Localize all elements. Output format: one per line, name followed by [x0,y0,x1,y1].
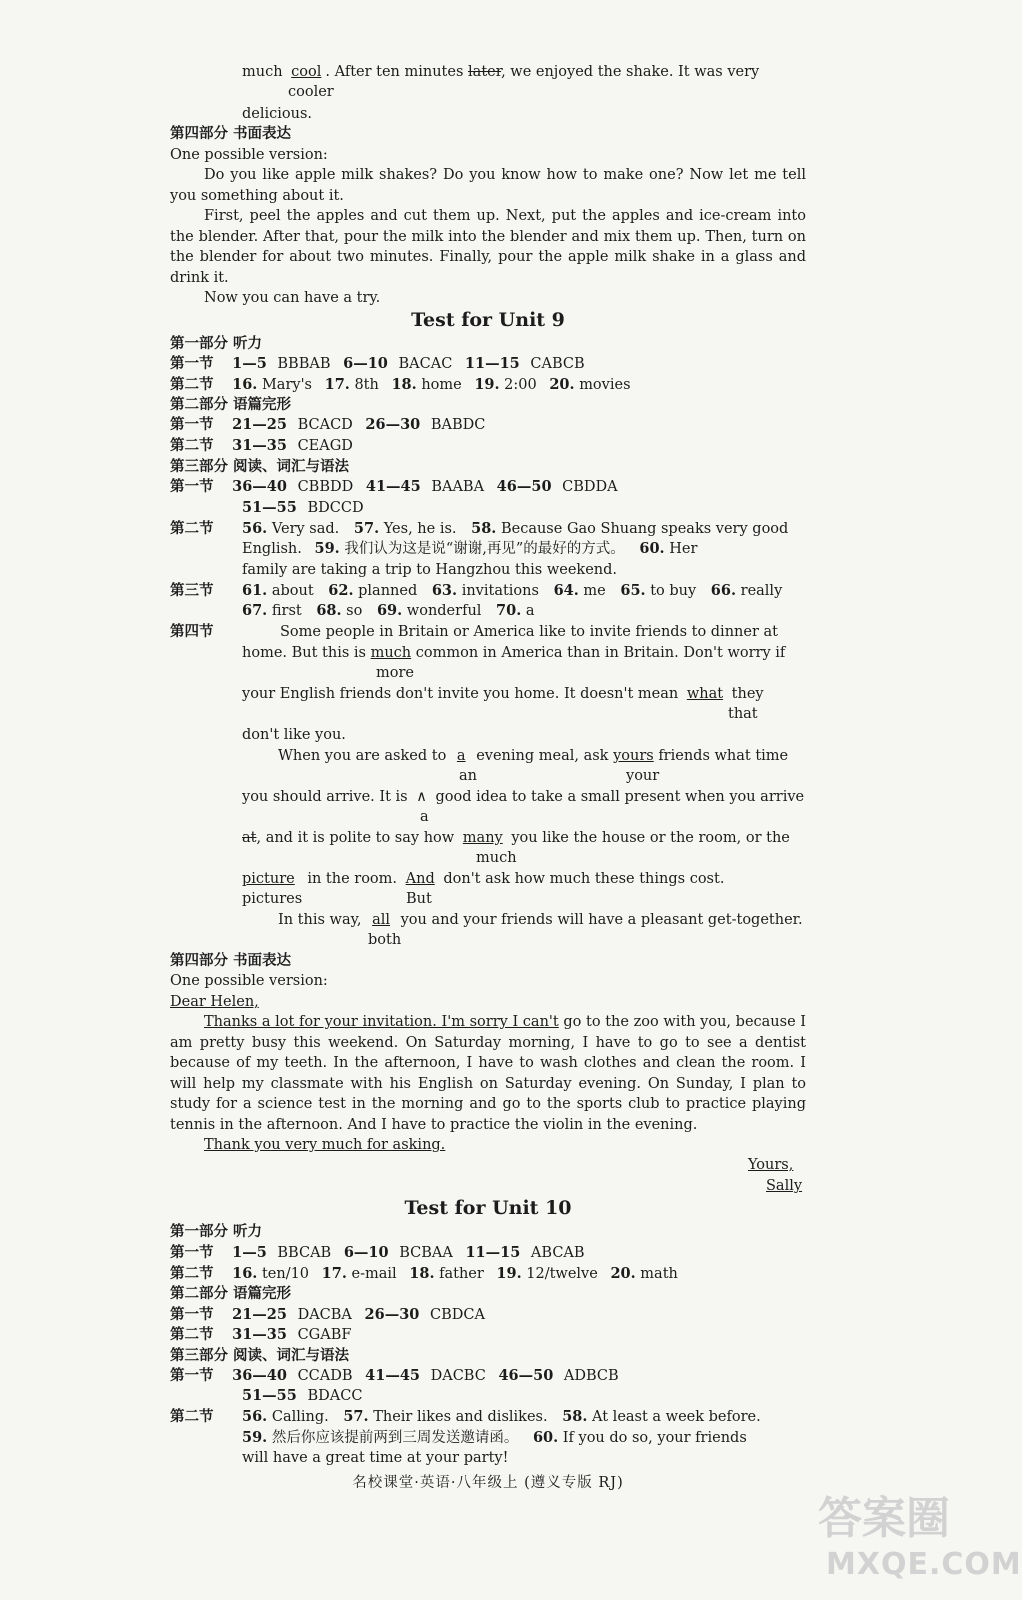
u10-part2-sec2: 第二节 31—35 CGABF [170,1326,352,1343]
u9-part3-sec1-row2: 51—55 BDCCD [242,499,364,516]
u9-correction-line-9: In this way, all you and your friends will have a pleasant get-together. [278,912,803,928]
u9-correction-line-4: don't like you. [242,727,346,743]
u9-part3-sec3-label: 第三节 [170,582,214,599]
error-word-picture: picture [242,871,295,887]
u10-q60-cont: will have a great time at your party! [242,1450,509,1466]
writing-heading: 第四部分 书面表达 [170,125,292,142]
u9-writing-intro: One possible version: [170,973,328,989]
fix-your: your [626,768,660,784]
error-word-all: all [372,912,390,928]
u9-part3-sec4-label: 第四节 [170,623,214,640]
u10-part3-sec1-row2: 51—55 BDACC [242,1387,363,1404]
watermark-logo: 答案圈 [818,1493,950,1544]
u10-part1-heading: 第一部分 听力 [170,1223,263,1240]
u9-q56-58: 56. Very sad. 57. Yes, he is. 58. Because Gao Shuang speaks very good [242,520,789,537]
error-word-much: much [370,645,412,661]
deleted-word-at: at [242,830,257,846]
fix-insert-a: a [420,809,429,825]
u9-part3-sec2-label: 第二节 [170,520,214,537]
unit9-title: Test for Unit 9 [411,309,565,331]
u9-q58-60: English. 59. 我们认为这是说“谢谢,再见”的最好的方式。 60. Her [242,540,698,557]
fix-both: both [368,932,402,948]
u9-correction-line-8: picture in the room. And don't ask how much these things cost. [242,871,725,887]
u10-part3-sec1: 第一节 36—40 CCADB 41—45 DACBC 46—50 ADBCB [170,1367,619,1384]
error-word-and: And [405,871,435,887]
letter-signature: Sally [766,1178,803,1194]
writing-paragraph-3: Now you can have a try. [204,290,381,306]
u9-q67-70: 67. first 68. so 69. wonderful 70. a [242,602,535,619]
u9-correction-line-1: Some people in Britain or America like to invite friends to dinner at [280,624,778,640]
deleted-word-later: later [468,64,502,80]
fix-pictures: pictures [242,891,303,907]
writing-intro: One possible version: [170,147,328,163]
writing-paragraph-2: First, peel the apples and cut them up. Next, put the apples and ice-cream into the blender. After that, pour the milk into the blender and mix them up. Then, turn on the blender for about two minutes. Finally, pour the apple milk shake in a glass and drink it. [170,208,806,286]
u9-part3-heading: 第三部分 阅读、词汇与语法 [170,458,350,475]
page-footer: 名校课堂·英语·八年级上 (遵义专版 RJ) [352,1475,624,1491]
fix-more: more [376,665,414,681]
u9-correction-line-7: at, and it is polite to say how many you like the house or the room, or the [242,830,790,846]
error-word-what: what [686,686,724,702]
unit10-title: Test for Unit 10 [404,1197,572,1219]
error-word-yours: yours [613,748,654,764]
fix-but: But [406,891,432,907]
letter-salutation: Dear Helen, [170,994,259,1010]
letter-closing-line: Thank you very much for asking. [204,1137,446,1153]
u10-part1-sec2: 第二节 16. ten/10 17. e-mail 18. father 19. 12/twelve 20. math [170,1265,678,1282]
u10-part2-heading: 第二部分 语篇完形 [170,1285,292,1302]
insert-caret: ∧ [416,789,427,805]
u9-correction-line-5: When you are asked to a evening meal, ask yours friends what time [278,748,789,764]
u10-part1-sec1: 第一节 1—5 BBCAB 6—10 BCBAA 11—15 ABCAB [170,1244,585,1261]
correction-cooler: cooler [288,84,334,100]
u9-part2-sec2: 第二节 31—35 CEAGD [170,437,353,454]
correction-line-1: much cool . After ten minutes later, we enjoyed the shake. It was very [242,64,760,80]
u9-part1-heading: 第一部分 听力 [170,335,263,352]
u9-part2-heading: 第二部分 语篇完形 [170,396,292,413]
u9-correction-line-6: you should arrive. It is ∧ good idea to take a small present when you arrive [242,789,805,805]
error-word-a: a [456,748,466,764]
u10-q59-60: 59. 然后你应该提前两到三周发送邀请函。 60. If you do so, your friends [242,1429,747,1446]
fix-much: much [476,850,517,866]
u9-q60-cont: family are taking a trip to Hangzhou this weekend. [242,562,618,578]
error-word-cool: cool [291,64,322,80]
letter-body: Thanks a lot for your invitation. I'm sorry I can't go to the zoo with you, because I am pretty busy this weekend. On Saturday morning, I have to go to see a dentist because of my teeth. In the afternoon, I have to wash clothes and clean the room. I will help my classmate with his English on Saturday evening. On Sunday, I plan to study for a science test in the morning and go to the sports club to practice playing tennis in the afternoon. And I have to practice the violin in the evening. [170,1014,807,1133]
u9-correction-line-3: your English friends don't invite you home. It doesn't mean what they [242,686,764,702]
u9-part4-heading: 第四部分 书面表达 [170,952,292,969]
correction-line-2: delicious. [242,106,313,122]
fix-that: that [728,706,758,722]
u9-correction-line-2: home. But this is much common in America than in Britain. Don't worry if [242,645,786,661]
u10-part3-sec2-label: 第二节 [170,1408,214,1425]
u10-part2-sec1: 第一节 21—25 DACBA 26—30 CBDCA [170,1306,485,1323]
u9-part1-sec1: 第一节 1—5 BBBAB 6—10 BACAC 11—15 CABCB [170,355,585,372]
fix-an: an [459,768,477,784]
u9-part1-sec2: 第二节 16. Mary's 17. 8th 18. home 19. 2:00 20. movies [170,376,631,393]
u10-part3-heading: 第三部分 阅读、词汇与语法 [170,1347,350,1364]
u9-q61-66: 61. about 62. planned 63. invitations 64. me 65. to buy 66. really [242,582,783,599]
u9-part2-sec1: 第一节 21—25 BCACD 26—30 BABDC [170,416,486,433]
error-word-many: many [462,830,503,846]
writing-paragraph-1: Do you like apple milk shakes? Do you know how to make one? Now let me tell you something about it. [170,167,806,204]
u10-q56-58: 56. Calling. 57. Their likes and dislikes. 58. At least a week before. [242,1408,761,1425]
letter-yours: Yours, [748,1157,794,1173]
u9-part3-sec1: 第一节 36—40 CBBDD 41—45 BAABA 46—50 CBDDA [170,478,618,495]
watermark-url: MXQE.COM [826,1547,1022,1582]
